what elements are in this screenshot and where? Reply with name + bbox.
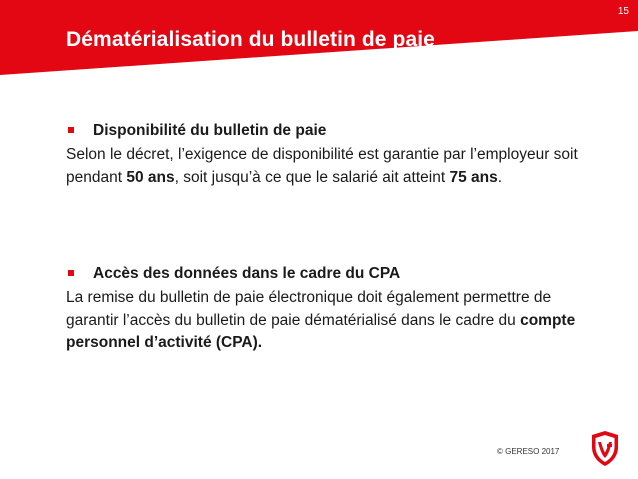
paragraph-text: , soit jusqu’à ce que le salarié ait atteint <box>174 168 450 186</box>
bullet-heading-cpa <box>66 264 586 284</box>
paragraph-text: La remise du bulletin de paie électronique doit également permettre de garantir l’accès du bulletin de paie dématérialisé dans le cadre du <box>66 289 552 329</box>
bullet-square-icon <box>68 127 74 133</box>
availability-paragraph <box>66 144 586 189</box>
heading-text: Disponibilité du bulletin de paie <box>93 122 327 139</box>
bullet-square-icon <box>68 270 74 276</box>
emphasis-text: compte personnel d’activité (CPA). <box>66 311 576 351</box>
section-cpa-access <box>66 264 586 355</box>
emphasis-text: 75 ans <box>449 168 498 186</box>
paragraph-text: Selon le décret, l’exigence de disponibilité est garantie par l’employeur soit pendant <box>66 146 578 186</box>
section-availability <box>66 121 586 189</box>
paragraph-text: . <box>497 168 503 186</box>
emphasis-text: 50 ans <box>126 168 175 186</box>
gereso-shield-logo-icon <box>590 430 620 468</box>
bullet-heading-availability <box>66 121 586 141</box>
cpa-paragraph <box>66 287 586 355</box>
copyright-notice: © GERESO 2017 <box>497 447 560 456</box>
page-number: 15 <box>617 6 629 17</box>
heading-text: Accès des données dans le cadre du CPA <box>93 265 401 282</box>
slide-title: Dématérialisation du bulletin de paie <box>66 28 435 51</box>
